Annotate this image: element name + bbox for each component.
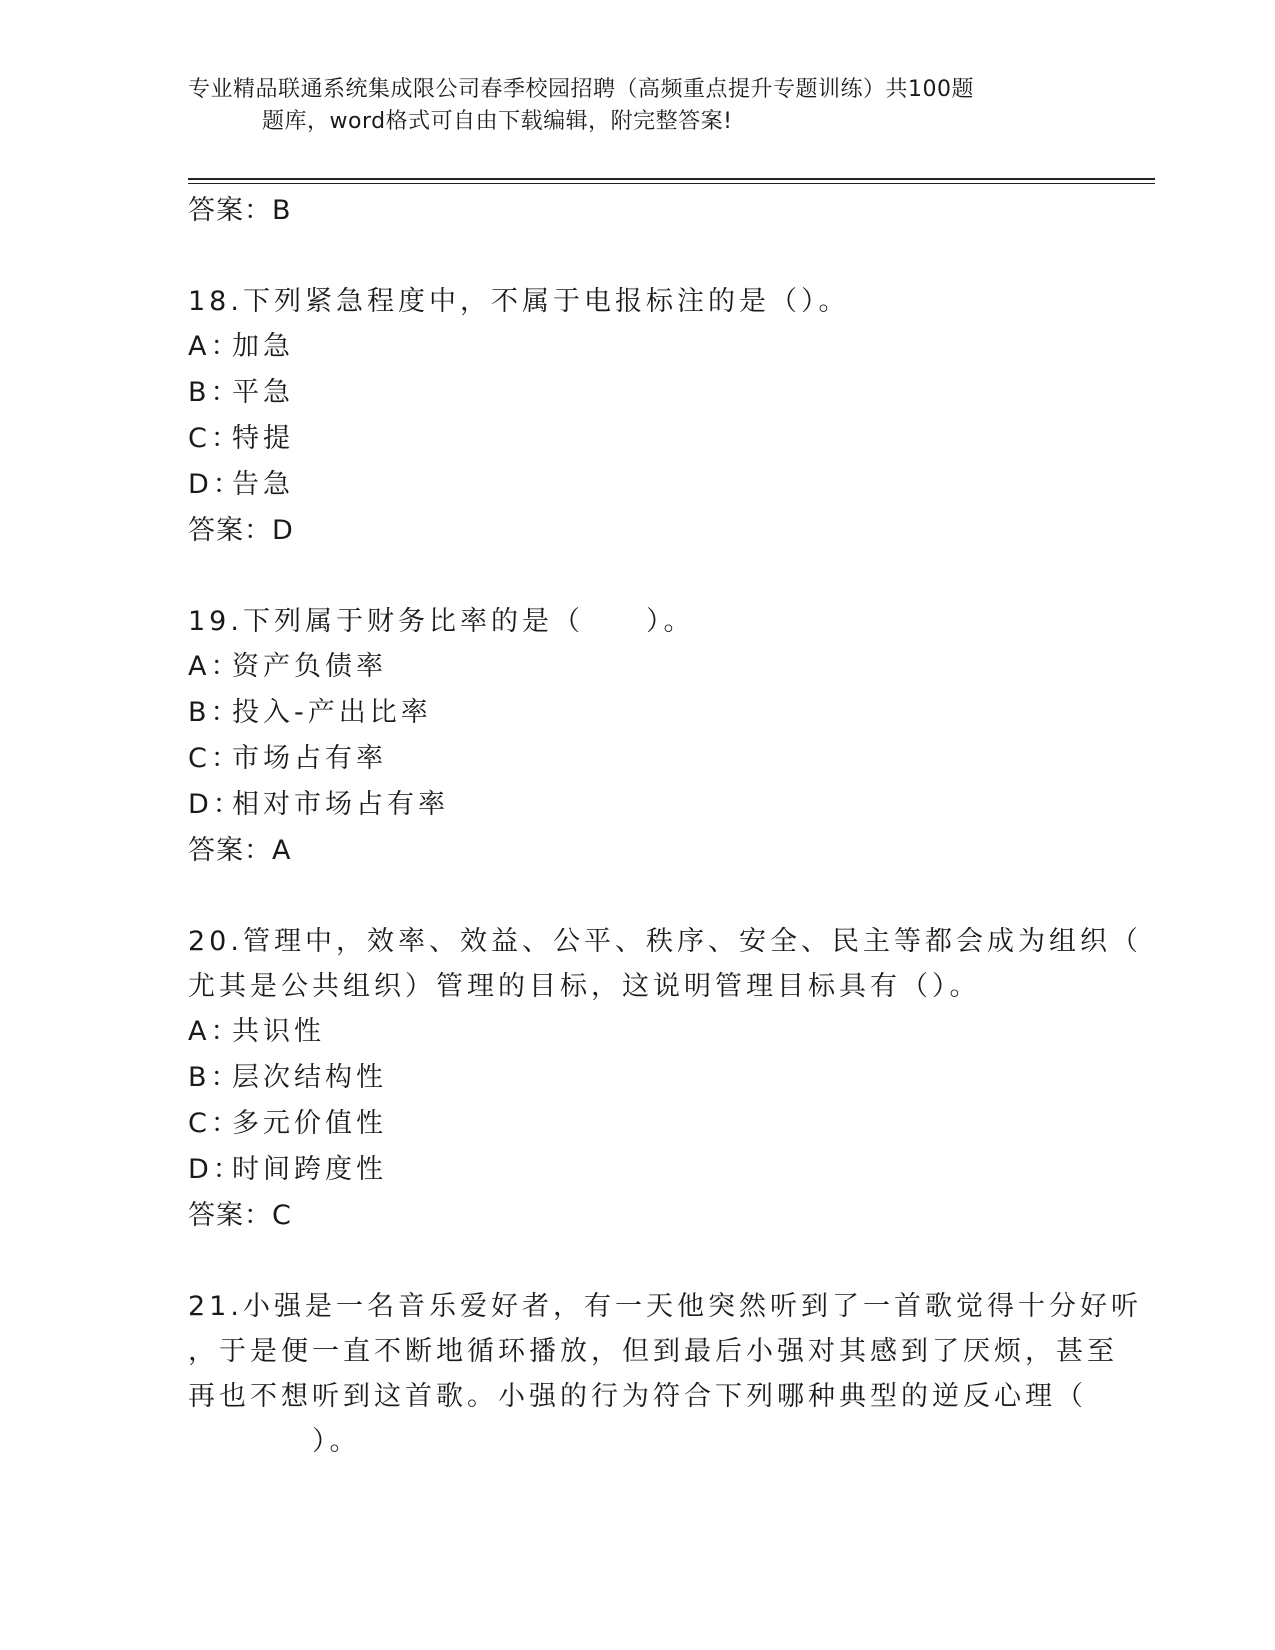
option-text: 市场占有率 xyxy=(232,743,387,774)
option-a xyxy=(188,644,1088,690)
option-d xyxy=(188,782,1088,828)
question-21 xyxy=(188,1284,1142,1464)
spacer xyxy=(188,234,1088,279)
option-c xyxy=(188,1101,1088,1147)
stem-line: ）。 xyxy=(188,1426,361,1457)
option-b xyxy=(188,690,1088,736)
answer: 答案：D xyxy=(188,515,294,546)
question-stem: 19.下列属于财务比率的是（ ）。 xyxy=(188,606,695,637)
question-stem: 18.下列紧急程度中，不属于电报标注的是（）。 xyxy=(188,286,850,317)
document-header xyxy=(188,74,1068,138)
option-b xyxy=(188,1055,1088,1101)
option-key: C： xyxy=(188,423,242,454)
option-key: C： xyxy=(188,1108,242,1139)
option-key: D： xyxy=(188,789,244,820)
option-text: 时间跨度性 xyxy=(232,1154,387,1185)
question-stem xyxy=(188,1284,1142,1464)
question-stem xyxy=(188,919,1142,1009)
question-content xyxy=(188,188,1142,1464)
option-key: A： xyxy=(188,331,242,362)
header-title-line2: 题库，word格式可自由下载编辑，附完整答案! xyxy=(262,109,733,134)
option-key: C： xyxy=(188,743,242,774)
stem-line: ，于是便一直不断地循环播放，但到最后小强对其感到了厌烦，甚至 xyxy=(188,1336,1118,1367)
option-key: A： xyxy=(188,1016,242,1047)
option-text: 相对市场占有率 xyxy=(232,789,449,820)
header-title-line1: 专业精品联通系统集成限公司春季校园招聘（高频重点提升专题训练）共100题 xyxy=(188,77,974,102)
previous-answer: 答案：B xyxy=(188,195,292,226)
option-d xyxy=(188,1147,1088,1193)
option-c xyxy=(188,416,1088,462)
option-text: 投入-产出比率 xyxy=(232,697,432,728)
answer: 答案：C xyxy=(188,1200,292,1231)
stem-line: 尤其是公共组织）管理的目标，这说明管理目标具有（）。 xyxy=(188,971,981,1002)
option-b xyxy=(188,370,1088,416)
spacer xyxy=(188,1239,1088,1284)
question-20 xyxy=(188,919,1142,1239)
option-key: D： xyxy=(188,1154,244,1185)
option-key: B： xyxy=(188,377,242,408)
option-text: 层次结构性 xyxy=(232,1062,387,1093)
option-a xyxy=(188,1009,1088,1055)
question-18 xyxy=(188,279,1088,554)
option-key: B： xyxy=(188,1062,242,1093)
spacer xyxy=(188,554,1088,599)
option-key: B： xyxy=(188,697,242,728)
option-text: 多元价值性 xyxy=(232,1108,387,1139)
option-text: 加急 xyxy=(232,331,294,362)
option-key: A： xyxy=(188,651,242,682)
header-divider-thick xyxy=(188,178,1155,180)
option-key: D： xyxy=(188,469,244,500)
option-text: 告急 xyxy=(232,469,294,500)
option-text: 共识性 xyxy=(232,1016,325,1047)
stem-line: 再也不想听到这首歌。小强的行为符合下列哪种典型的逆反心理（ xyxy=(188,1381,1087,1412)
answer: 答案：A xyxy=(188,835,292,866)
option-text: 平急 xyxy=(232,377,294,408)
stem-line: 21.小强是一名音乐爱好者，有一天他突然听到了一首歌觉得十分好听 xyxy=(188,1291,1142,1322)
question-19 xyxy=(188,599,1088,874)
option-text: 资产负债率 xyxy=(232,651,387,682)
spacer xyxy=(188,874,1088,919)
option-c xyxy=(188,736,1088,782)
option-text: 特提 xyxy=(232,423,294,454)
stem-line: 20.管理中，效率、效益、公平、秩序、安全、民主等都会成为组织（ xyxy=(188,926,1142,957)
option-a xyxy=(188,324,1088,370)
header-divider-thin xyxy=(188,183,1155,184)
option-d xyxy=(188,462,1088,508)
